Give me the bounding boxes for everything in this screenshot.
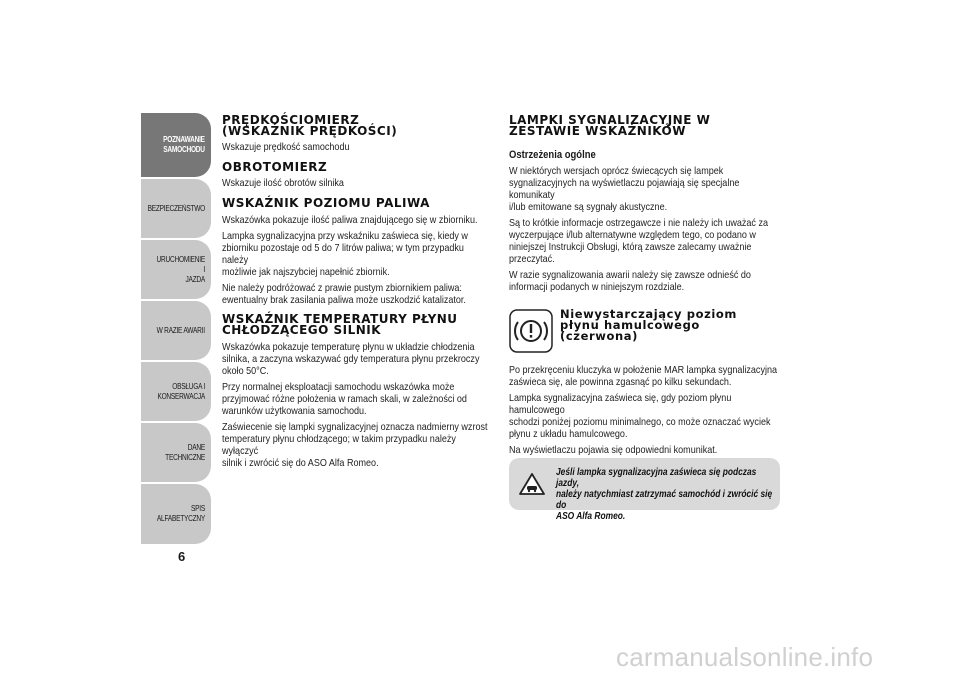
section-title-speedometer: PRĘDKOŚCIOMIERZ (WSKAŹNIK PRĘDKOŚCI) <box>222 113 398 138</box>
warning-note-text: Jeśli lampka sygnalizacyjna zaświeca się podczas jazdy, należy natychmiast zatrzymać samochód i zwrócić się do ASO Alfa Romeo. <box>556 467 773 522</box>
general-text-3: W razie sygnalizowania awarii należy się zawsze odnieść do informacji podanych w niniejszym rozdziale. <box>509 269 751 293</box>
tab-poznawanie-samochodu[interactable] <box>141 113 211 177</box>
brake-text-2: Lampka sygnalizacyjna zaświeca się, gdy poziom płynu hamulcowego schodzi poniżej poziomu minimalnego, co może oznaczać wyciek płynu z układu hamulcowego. <box>509 392 771 440</box>
brake-text-1: Po przekręceniu kluczyka w położenie MAR lampka sygnalizacyjna zaświeca się, ale powinna zgasnąć po kilku sekundach. <box>509 364 778 388</box>
right-column <box>509 115 784 293</box>
section-title-warning-lights: LAMPKI SYGNALIZACYJNE W ZESTAWIE WSKAŹNIKÓW <box>509 113 711 138</box>
speedometer-text: Wskazuje prędkość samochodu <box>222 141 350 153</box>
fuel-text-2: Lampka sygnalizacyjna przy wskaźniku zaświeca się, kiedy w zbiorniku pozostaje od 5 do 7 litrów paliwa; w tym przypadku należy możliwie jak najszybciej napełnić zbiornik. <box>222 230 468 278</box>
tab-spis-alfabetyczny[interactable] <box>141 484 211 544</box>
tab-label: DANE TECHNICZNE <box>165 442 205 462</box>
brake-fluid-warning-icon <box>509 309 553 353</box>
coolant-text-3: Zaświecenie się lampki sygnalizacyjnej oznacza nadmierny wzrost temperatury płynu chłodzącego; w takim przypadku należy wyłączyć silnik i zwrócić się do ASO Alfa Romeo. <box>222 421 488 469</box>
section-title-fuel-gauge: WSKAŹNIK POZIOMU PALIWA <box>222 196 430 210</box>
section-title-tachometer: OBROTOMIERZ <box>222 160 328 174</box>
tab-label: POZNAWANIE SAMOCHODU <box>163 135 205 154</box>
warning-triangle-icon <box>519 472 545 496</box>
tab-label: W RAZIE AWARII <box>156 325 205 335</box>
section-title-coolant-temp: WSKAŹNIK TEMPERATURY PŁYNU CHŁODZĄCEGO SILNIK <box>222 312 458 337</box>
fuel-text-3: Nie należy podróżować z prawie pustym zbiornikiem paliwa: ewentualny brak zasilania paliwa może uszkodzić katalizator. <box>222 282 466 306</box>
tab-dane-techniczne[interactable] <box>141 423 211 482</box>
brake-fluid-warning-title: Niewystarczający poziom płynu hamulcowego (czerwona) <box>560 307 738 343</box>
tab-obsluga-i-konserwacja[interactable] <box>141 362 211 421</box>
subheading-general-warnings: Ostrzeżenia ogólne <box>509 149 596 161</box>
coolant-text-1: Wskazówka pokazuje temperaturę płynu w układzie chłodzenia silnika, a zaczyna wskazywać gdy temperatura płynu przekroczy około 50°C. <box>222 341 480 377</box>
tab-label: URUCHOMIENIE I JAZDA <box>156 254 205 284</box>
tab-w-razie-awarii[interactable] <box>141 301 211 360</box>
brake-text-3: Na wyświetlaczu pojawia się odpowiedni komunikat. <box>509 444 718 456</box>
brake-fluid-section <box>509 364 784 456</box>
coolant-text-2: Przy normalnej eksploatacji samochodu wskazówka może przyjmować różne położenia w ramach skali, w zależności od warunków użytkowania samochodu. <box>222 381 467 417</box>
tab-label: BEZPIECZEŃSTWO <box>147 203 205 213</box>
tab-label: SPIS ALFABETYCZNY <box>156 504 205 523</box>
tab-bezpieczenstwo[interactable] <box>141 179 211 238</box>
tab-label: OBSŁUGA I KONSERWACJA <box>157 381 205 401</box>
general-text-1: W niektórych wersjach oprócz świecących się lampek sygnalizacyjnych na wyświetlaczu pojawiają się specjalne komunikaty i/lub emitowane są sygnały akustyczne. <box>509 165 740 213</box>
fuel-text-1: Wskazówka pokazuje ilość paliwa znajdującego się w zbiorniku. <box>222 214 478 226</box>
watermark: carmanualsonline.info <box>616 642 874 672</box>
left-column <box>222 115 492 469</box>
tab-uruchomienie-i-jazda[interactable] <box>141 240 211 299</box>
general-text-2: Są to krótkie informacje ostrzegawcze i nie należy ich uważać za wyczerpujące i/lub alternatywne względem tego, co podano w niniejszej Instrukcji Obsługi, którą zawsze zalecamy uważnie przeczytać. <box>509 217 768 265</box>
tachometer-text: Wskazuje ilość obrotów silnika <box>222 177 344 189</box>
page-number: 6 <box>178 549 186 564</box>
